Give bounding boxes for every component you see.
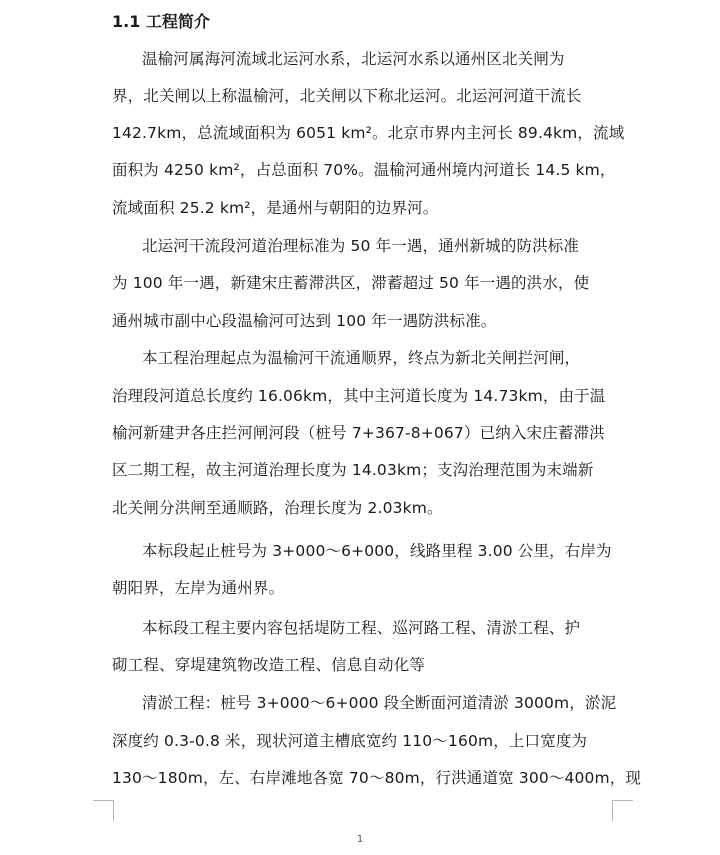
paragraph-5-line-2: 砌工程、穿堤建筑物改造工程、信息自动化等 bbox=[112, 656, 426, 674]
paragraph-6-line-3: 130～180m，左、右岸滩地各宽 70～80m，行洪通道宽 300～400m，现 bbox=[112, 769, 642, 787]
paragraph-3-line-4: 区二期工程，故主河道治理长度为 14.03km；支沟治理范围为末端新 bbox=[112, 461, 594, 479]
crop-mark-right bbox=[612, 800, 633, 821]
paragraph-5-line-1: 本标段工程主要内容包括堤防工程、巡河路工程、清淤工程、护 bbox=[142, 619, 581, 637]
paragraph-1-line-5: 流域面积 25.2 km²，是通州与朝阳的边界河。 bbox=[112, 199, 439, 217]
paragraph-3-line-1: 本工程治理起点为温榆河干流通顺界，终点为新北关闸拦河闸， bbox=[142, 349, 581, 367]
paragraph-1-line-4: 面积为 4250 km²，占总面积 70%。温榆河通州境内河道长 14.5 km， bbox=[112, 161, 616, 179]
paragraph-6-line-1: 清淤工程：桩号 3+000～6+000 段全断面河道清淤 3000m，淤泥 bbox=[142, 694, 617, 712]
paragraph-3-line-2: 治理段河道总长度约 16.06km，其中主河道长度为 14.73km，由于温 bbox=[112, 387, 606, 405]
paragraph-3-line-3: 榆河新建尹各庄拦河闸河段（桩号 7+367-8+067）已纳入宋庄蓄滞洪 bbox=[112, 424, 605, 442]
page-number: 1 bbox=[356, 834, 364, 845]
paragraph-2-line-2: 为 100 年一遇，新建宋庄蓄滞洪区，滞蓄超过 50 年一遇的洪水，使 bbox=[112, 274, 590, 292]
paragraph-1-line-1: 温榆河属海河流域北运河水系，北运河水系以通州区北关闸为 bbox=[142, 50, 565, 68]
paragraph-2-line-1: 北运河干流段河道治理标准为 50 年一遇，通州新城的防洪标准 bbox=[142, 237, 580, 255]
paragraph-2-line-3: 通州城市副中心段温榆河可达到 100 年一遇防洪标准。 bbox=[112, 312, 497, 330]
paragraph-4-line-2: 朝阳界，左岸为通州界。 bbox=[112, 579, 285, 597]
paragraph-4-line-1: 本标段起止桩号为 3+000～6+000，线路里程 3.00 公里，右岸为 bbox=[142, 542, 612, 560]
paragraph-3-line-5: 北关闸分洪闸至通顺路，治理长度为 2.03km。 bbox=[112, 499, 443, 517]
paragraph-1-line-2: 界，北关闸以上称温榆河，北关闸以下称北运河。北运河河道干流长 bbox=[112, 87, 582, 105]
section-heading: 1.1 工程简介 bbox=[112, 12, 210, 31]
paragraph-1-line-3: 142.7km，总流域面积为 6051 km²。北京市界内主河长 89.4km，流域 bbox=[112, 124, 625, 142]
crop-mark-left bbox=[93, 800, 114, 821]
paragraph-6-line-2: 深度约 0.3-0.8 米，现状河道主槽底宽约 110～160m，上口宽度为 bbox=[112, 732, 588, 750]
